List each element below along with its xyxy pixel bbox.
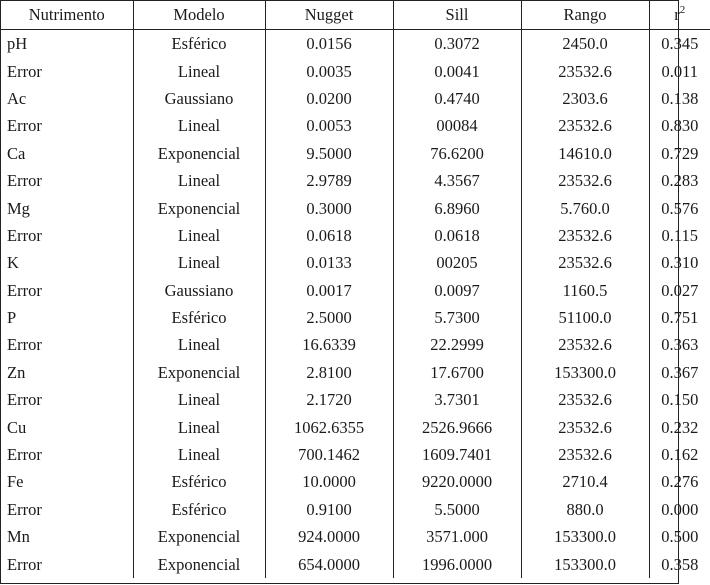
cell-r2: 0.000 <box>649 496 710 523</box>
cell-sill: 00084 <box>393 112 521 139</box>
table-row <box>1 413 710 440</box>
cell-nutrimento: Error <box>7 61 42 81</box>
cell-modelo: Exponencial <box>133 194 265 221</box>
cell-r2: 0.138 <box>649 85 710 112</box>
cell-rango: 23532.6 <box>521 386 649 413</box>
cell-nugget: 700.1462 <box>265 441 393 468</box>
cell-rango: 880.0 <box>521 496 649 523</box>
cell-sill: 2526.9666 <box>393 413 521 440</box>
cell-modelo: Esférico <box>133 304 265 331</box>
cell-sill: 76.6200 <box>393 140 521 167</box>
cell-sill: 6.8960 <box>393 194 521 221</box>
cell-r2: 0.367 <box>649 359 710 386</box>
cell-sill: 0.3072 <box>393 30 521 58</box>
cell-rango: 23532.6 <box>521 413 649 440</box>
cell-r2: 0.576 <box>649 194 710 221</box>
table-row <box>1 331 710 358</box>
cell-r2: 0.500 <box>649 523 710 550</box>
cell-nutrimento: Ca <box>7 143 26 163</box>
cell-modelo: Gaussiano <box>133 277 265 304</box>
cell-modelo: Lineal <box>133 386 265 413</box>
cell-sill: 00205 <box>393 249 521 276</box>
cell-nugget: 2.9789 <box>265 167 393 194</box>
cell-nutrimento: Mn <box>7 527 30 547</box>
header-r2-superscript: 2 <box>679 4 686 16</box>
cell-sill: 17.6700 <box>393 359 521 386</box>
cell-modelo: Esférico <box>133 468 265 495</box>
cell-r2: 0.363 <box>649 331 710 358</box>
table-row <box>1 167 710 194</box>
cell-nutrimento: Zn <box>7 362 26 382</box>
cell-r2: 0.276 <box>649 468 710 495</box>
cell-r2: 0.345 <box>649 30 710 58</box>
header-sill: Sill <box>393 1 521 30</box>
table-row <box>1 304 710 331</box>
cell-nugget: 2.5000 <box>265 304 393 331</box>
cell-modelo: Lineal <box>133 249 265 276</box>
cell-nutrimento: Error <box>7 554 42 574</box>
cell-nugget: 2.8100 <box>265 359 393 386</box>
cell-modelo: Esférico <box>133 30 265 58</box>
header-row <box>1 1 710 30</box>
cell-modelo: Gaussiano <box>133 85 265 112</box>
cell-nugget: 1062.6355 <box>265 413 393 440</box>
table-row <box>1 359 710 386</box>
cell-nutrimento: Error <box>7 171 42 191</box>
cell-rango: 153300.0 <box>521 359 649 386</box>
table-row <box>1 441 710 468</box>
cell-r2: 0.150 <box>649 386 710 413</box>
cell-nugget: 0.0017 <box>265 277 393 304</box>
cell-nutrimento: Fe <box>7 472 24 492</box>
cell-nutrimento: Error <box>7 335 42 355</box>
table-row <box>1 194 710 221</box>
cell-sill: 5.7300 <box>393 304 521 331</box>
cell-rango: 23532.6 <box>521 222 649 249</box>
cell-rango: 23532.6 <box>521 112 649 139</box>
cell-r2: 0.283 <box>649 167 710 194</box>
cell-r2: 0.729 <box>649 140 710 167</box>
cell-nugget: 0.0133 <box>265 249 393 276</box>
cell-nugget: 0.9100 <box>265 496 393 523</box>
cell-nutrimento: Error <box>7 225 42 245</box>
cell-nugget: 924.0000 <box>265 523 393 550</box>
table-row <box>1 386 710 413</box>
table-header <box>1 1 710 30</box>
header-r2-base: r <box>674 5 680 24</box>
cell-modelo: Exponencial <box>133 523 265 550</box>
cell-rango: 153300.0 <box>521 550 649 577</box>
table-row <box>1 550 710 577</box>
cell-modelo: Exponencial <box>133 550 265 577</box>
header-rango: Rango <box>521 1 649 30</box>
cell-sill: 0.0041 <box>393 57 521 84</box>
cell-nugget: 2.1720 <box>265 386 393 413</box>
table-row <box>1 140 710 167</box>
table-row <box>1 277 710 304</box>
table-row <box>1 30 710 58</box>
cell-sill: 0.0097 <box>393 277 521 304</box>
cell-modelo: Lineal <box>133 112 265 139</box>
table-row <box>1 496 710 523</box>
cell-r2: 0.310 <box>649 249 710 276</box>
cell-nugget: 0.0053 <box>265 112 393 139</box>
cell-rango: 5.760.0 <box>521 194 649 221</box>
cell-rango: 14610.0 <box>521 140 649 167</box>
cell-modelo: Lineal <box>133 167 265 194</box>
cell-rango: 51100.0 <box>521 304 649 331</box>
cell-modelo: Lineal <box>133 222 265 249</box>
cell-r2: 0.162 <box>649 441 710 468</box>
cell-r2: 0.232 <box>649 413 710 440</box>
cell-r2: 0.358 <box>649 550 710 577</box>
table-row <box>1 468 710 495</box>
cell-nutrimento: P <box>7 308 17 328</box>
table-row <box>1 523 710 550</box>
cell-rango: 23532.6 <box>521 167 649 194</box>
cell-modelo: Lineal <box>133 331 265 358</box>
cell-sill: 3.7301 <box>393 386 521 413</box>
header-nugget: Nugget <box>265 1 393 30</box>
cell-nutrimento: Error <box>7 280 42 300</box>
cell-nutrimento: pH <box>7 34 28 54</box>
cell-r2: 0.115 <box>649 222 710 249</box>
cell-r2: 0.830 <box>649 112 710 139</box>
header-nutrimento: Nutrimento <box>1 1 133 30</box>
cell-sill: 3571.000 <box>393 523 521 550</box>
cell-rango: 1160.5 <box>521 277 649 304</box>
cell-sill: 9220.0000 <box>393 468 521 495</box>
cell-modelo: Lineal <box>133 413 265 440</box>
cell-nugget: 0.0618 <box>265 222 393 249</box>
cell-nugget: 10.0000 <box>265 468 393 495</box>
cell-sill: 0.0618 <box>393 222 521 249</box>
cell-rango: 23532.6 <box>521 331 649 358</box>
table-row <box>1 57 710 84</box>
cell-nutrimento: Error <box>7 499 42 519</box>
cell-nugget: 0.0200 <box>265 85 393 112</box>
cell-modelo: Esférico <box>133 496 265 523</box>
cell-modelo: Lineal <box>133 441 265 468</box>
cell-nutrimento: Error <box>7 445 42 465</box>
table-body <box>1 30 710 578</box>
cell-r2: 0.011 <box>649 57 710 84</box>
header-r2 <box>649 1 710 30</box>
header-modelo: Modelo <box>133 1 265 30</box>
cell-modelo: Exponencial <box>133 359 265 386</box>
cell-rango: 2710.4 <box>521 468 649 495</box>
cell-sill: 4.3567 <box>393 167 521 194</box>
cell-nugget: 0.3000 <box>265 194 393 221</box>
semivariogram-table <box>1 1 710 578</box>
cell-nugget: 16.6339 <box>265 331 393 358</box>
cell-nutrimento: Mg <box>7 198 30 218</box>
cell-modelo: Lineal <box>133 57 265 84</box>
cell-nugget: 654.0000 <box>265 550 393 577</box>
table-row <box>1 249 710 276</box>
cell-nutrimento: Cu <box>7 417 27 437</box>
cell-sill: 22.2999 <box>393 331 521 358</box>
cell-nutrimento: Error <box>7 116 42 136</box>
cell-rango: 23532.6 <box>521 249 649 276</box>
table-row <box>1 112 710 139</box>
table-row <box>1 222 710 249</box>
cell-modelo: Exponencial <box>133 140 265 167</box>
cell-nutrimento: Ac <box>7 88 27 108</box>
cell-sill: 1609.7401 <box>393 441 521 468</box>
cell-nutrimento: Error <box>7 390 42 410</box>
cell-r2: 0.027 <box>649 277 710 304</box>
cell-nutrimento: K <box>7 253 19 273</box>
cell-sill: 1996.0000 <box>393 550 521 577</box>
cell-sill: 5.5000 <box>393 496 521 523</box>
cell-rango: 23532.6 <box>521 441 649 468</box>
cell-nugget: 0.0035 <box>265 57 393 84</box>
cell-rango: 2303.6 <box>521 85 649 112</box>
table-row <box>1 85 710 112</box>
cell-r2: 0.751 <box>649 304 710 331</box>
cell-nugget: 9.5000 <box>265 140 393 167</box>
cell-nugget: 0.0156 <box>265 30 393 58</box>
cell-sill: 0.4740 <box>393 85 521 112</box>
cell-rango: 153300.0 <box>521 523 649 550</box>
cell-rango: 2450.0 <box>521 30 649 58</box>
cell-rango: 23532.6 <box>521 57 649 84</box>
